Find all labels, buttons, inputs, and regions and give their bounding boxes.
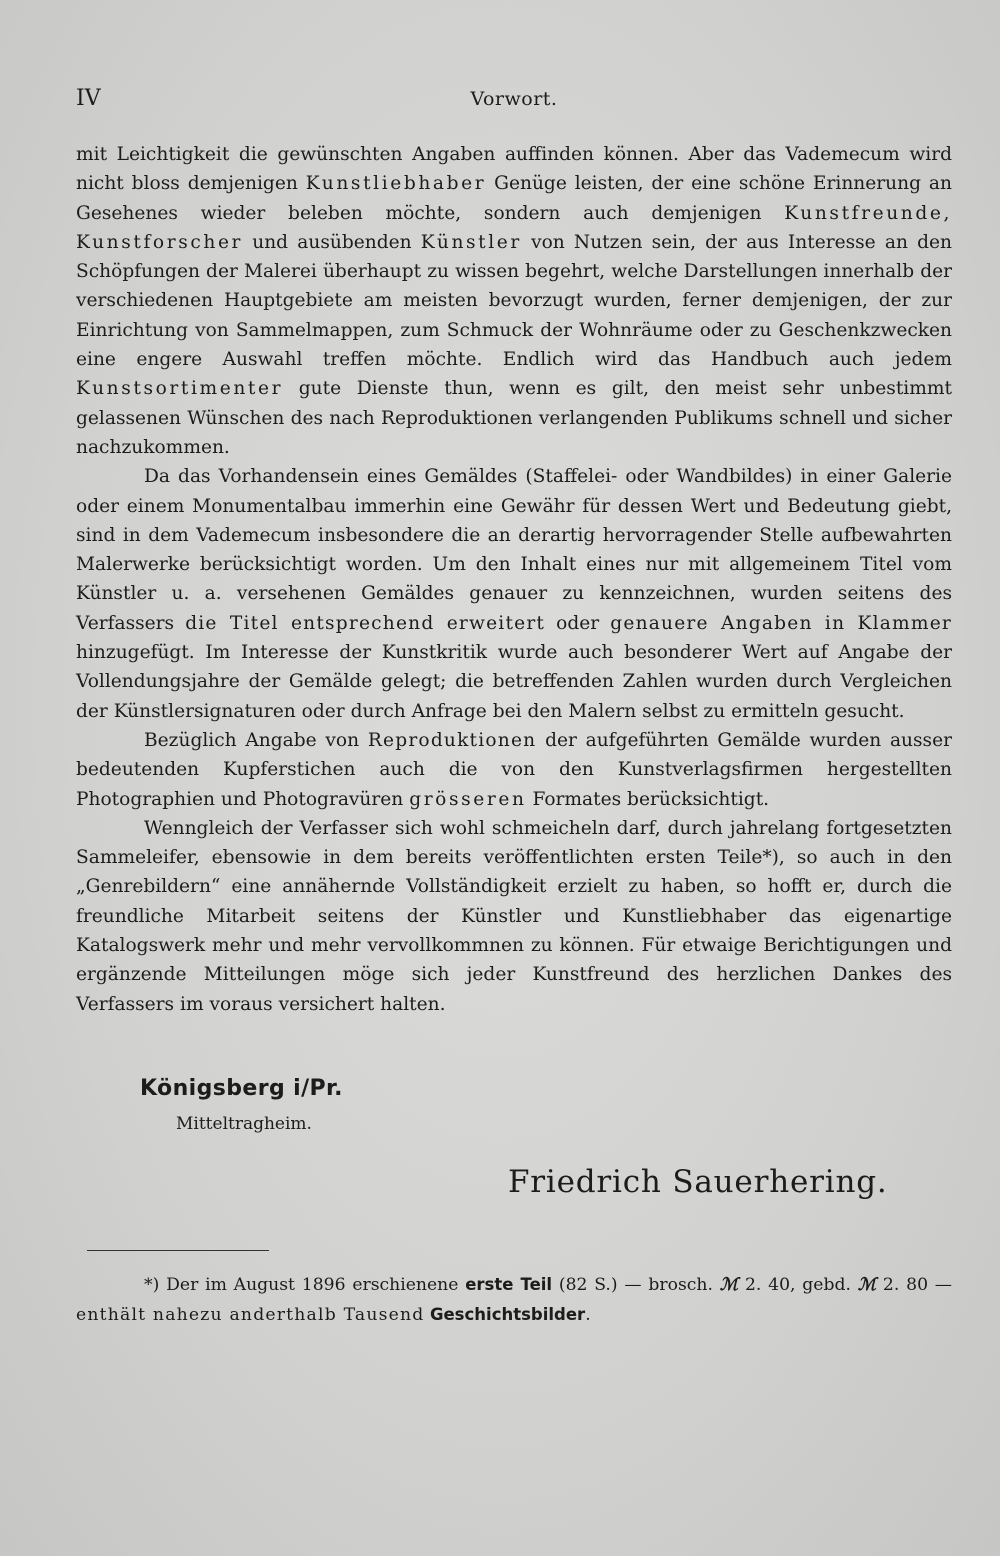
footnote-bold: erste Teil bbox=[465, 1275, 553, 1294]
paragraph-text: Formates berücksichtigt. bbox=[526, 788, 770, 810]
paragraph-text: gute Dienste thun, wenn es gilt, den meist sehr unbestimmt gelassenen Wünschen des nach Reproduktionen verlangenden Publikums schnell und sicher nachzukommen. bbox=[76, 378, 952, 458]
footnote-text bbox=[76, 1270, 952, 1330]
paragraph-4 bbox=[76, 814, 952, 1019]
closing-street: Mitteltragheim. bbox=[176, 1114, 312, 1134]
footnote-segment: 2. 80 — bbox=[876, 1275, 952, 1295]
footnote-marker: *) bbox=[144, 1275, 160, 1295]
paragraph-text: von Nutzen sein, der aus Interesse an den Schöpfungen der Malerei überhaupt zu wissen begehrt, welche Darstellungen innerhalb der verschiedenen Hauptgebiete am meisten bevorzugt wurden, ferner demjenigen, der zur Einrichtung von Sammelmappen, zum Schmuck der Wohnräume oder zu Geschenkzwecken eine engere Auswahl treffen möchte. Endlich wird das Handbuch auch jedem bbox=[76, 231, 952, 371]
footnote-rule bbox=[87, 1250, 269, 1251]
footnote-segment: (82 S.) — brosch. bbox=[552, 1275, 720, 1295]
preface-body bbox=[76, 140, 952, 1019]
paragraph-text: Da das Vorhandensein eines Gemäldes (Staffelei- oder Wandbildes) in einer Galerie oder einem Monumentalbau immerhin eine Gewähr für dessen Wert und Bedeutung giebt, sind in dem Vademecum insbesondere die an derartig hervorragender Stelle aufbewahrten Malerwerke berücksichtigt worden. Um den Inhalt eines nur mit allgemeinem Titel vom Künstler u. a. versehenen Gemäldes genauer zu kennzeichnen, wurden seitens des Verfassers bbox=[76, 466, 952, 634]
mark-currency-symbol: ℳ bbox=[857, 1275, 877, 1295]
emphasized-term: Künstler bbox=[420, 231, 522, 253]
paragraph-text: Genüge leisten, der eine schöne Erinnerung an Gesehenes wieder beleben möchte, sondern auch demjenigen bbox=[76, 173, 952, 224]
emphasized-term: Kunstliebhaber bbox=[305, 173, 487, 195]
emphasized-term: Reproduktionen bbox=[367, 729, 537, 751]
paragraph-text: hinzugefügt. Im Interesse der Kunstkritik wurde auch besonderer Wert auf Angabe der Vollendungsjahre der Gemälde gelegt; die betreffenden Zahlen wurden durch Vergleichen der Künstlersignaturen oder durch Anfrage bei den Malern selbst zu ermitteln gesucht. bbox=[76, 642, 952, 722]
running-title: Vorwort. bbox=[470, 88, 558, 110]
emphasized-term: grösseren bbox=[409, 788, 527, 810]
mark-currency-symbol: ℳ bbox=[719, 1275, 739, 1295]
paragraph-text: oder bbox=[545, 612, 611, 634]
footnote-segment: Der im August 1896 erschienene bbox=[159, 1275, 466, 1295]
footnote-segment: 2. 40, gebd. bbox=[738, 1275, 858, 1295]
footnote-bold: Geschichtsbilder bbox=[429, 1305, 586, 1324]
footnote bbox=[76, 1270, 952, 1330]
paragraph-text: und ausübenden bbox=[243, 231, 421, 253]
paragraph-3 bbox=[76, 726, 952, 814]
paragraph-text: Bezüglich Angabe von bbox=[144, 729, 368, 751]
page-header bbox=[76, 86, 952, 120]
closing-place: Königsberg i/Pr. bbox=[140, 1076, 343, 1101]
footnote-spaced: enthält nahezu anderthalb Tausend bbox=[76, 1305, 425, 1325]
footnote-segment: . bbox=[585, 1305, 591, 1325]
author-signature: Friedrich Sauerhering. bbox=[508, 1164, 888, 1200]
emphasized-term: Kunstsortimenter bbox=[76, 378, 284, 400]
emphasized-term: die Titel entsprechend erweitert bbox=[185, 612, 546, 634]
paragraph-2 bbox=[76, 462, 952, 726]
paragraph-1 bbox=[76, 140, 952, 462]
paragraph-text: mit Leichtigkeit die gewünschten Angaben auffinden können. Aber das Vademecum wird nicht bloss demjenigen bbox=[76, 144, 952, 195]
page-number: IV bbox=[76, 86, 101, 111]
emphasized-term: Kunstfreunde, Kunstforscher bbox=[76, 202, 952, 253]
paragraph-text: Wenngleich der Verfasser sich wohl schmeicheln darf, durch jahrelang fortgesetzten Sammeleifer, ebensowie in dem bereits veröffentlichten ersten Teile*), so auch in den „Genrebildern“ eine annähernde Vollständigkeit erzielt zu haben, so hofft er, durch die freundliche Mitarbeit seitens der Künstler und Kunstliebhaber das eigenartige Katalogswerk mehr und mehr vervollkommnen zu können. Für etwaige Berichtigungen und ergänzende Mitteilungen möge sich jeder Kunstfreund des herzlichen Dankes des Verfassers im voraus versichert halten. bbox=[76, 817, 952, 1015]
emphasized-term: genauere Angaben in Klammer bbox=[610, 612, 953, 634]
paragraph-text: der aufgeführten Gemälde wurden ausser bedeutenden Kupferstichen auch die von den Kunstverlagsfirmen hergestellten Photographien und Photogravüren bbox=[76, 729, 952, 810]
